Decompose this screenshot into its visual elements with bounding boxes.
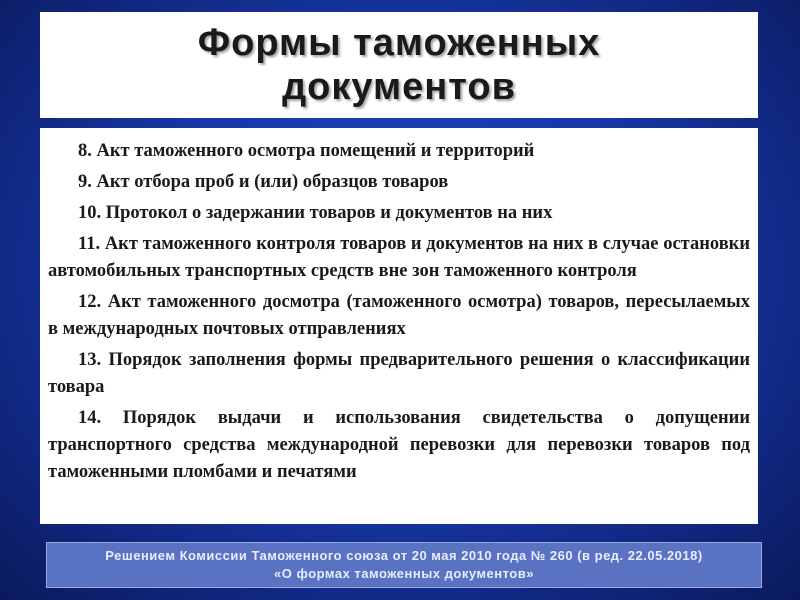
source-reference-banner — [46, 542, 762, 588]
list-item: 9. Акт отбора проб и (или) образцов товаров — [78, 172, 449, 192]
title-panel — [40, 12, 758, 118]
list-item: 11. Акт таможенного контроля товаров и документов на них в случае остановки автомобильных транспортных средств вне зон таможенного контроля — [48, 234, 750, 281]
slide-title: Формы таможенных документов — [197, 22, 601, 108]
document-list-panel — [40, 128, 758, 524]
list-item: 10. Протокол о задержании товаров и документов на них — [78, 203, 553, 223]
source-reference-line-1: Решением Комиссии Таможенного союза от 20 мая 2010 года № 260 (в ред. 22.05.2018) — [105, 548, 703, 563]
list-item: 12. Акт таможенного досмотра (таможенного осмотра) товаров, пересылаемых в международных почтовых отправлениях — [48, 292, 750, 339]
list-item: 8. Акт таможенного осмотра помещений и территорий — [78, 141, 535, 161]
list-item: 13. Порядок заполнения формы предварительного решения о классификации товара — [48, 350, 750, 397]
list-item: 14. Порядок выдачи и использования свидетельства о допущении транспортного средства международной перевозки для перевозки товаров под таможенными пломбами и печатями — [48, 408, 750, 482]
source-reference-line-2: «О формах таможенных документов» — [274, 566, 534, 581]
